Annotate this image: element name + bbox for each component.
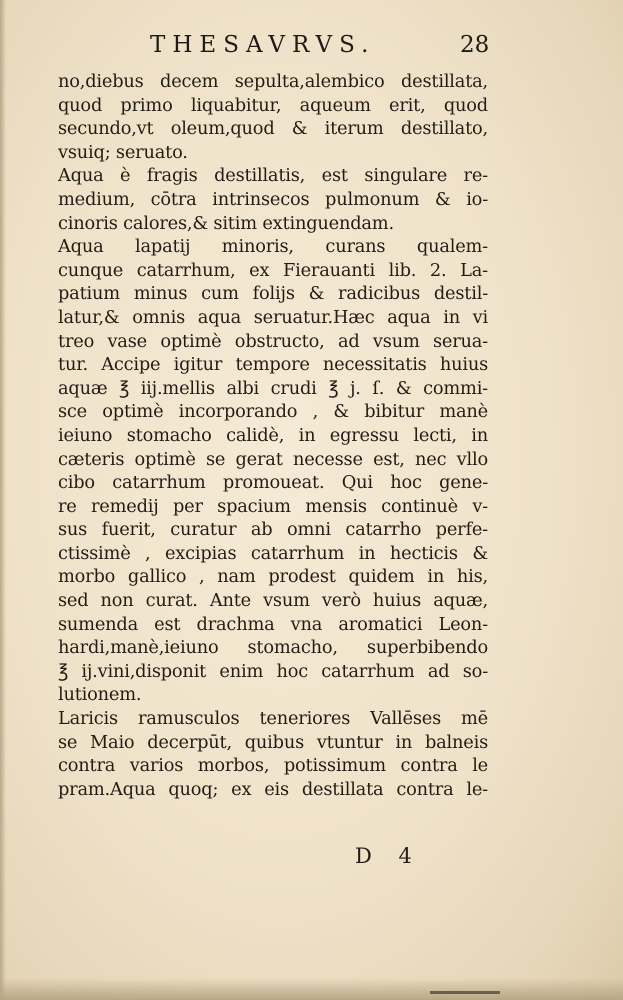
text-line: medium, cōtra intrinsecos pulmonum & io-	[58, 188, 488, 210]
text-line: latur,& omnis aqua seruatur.Hæc aqua in vi	[58, 306, 488, 328]
running-title: THESAVRVS.	[150, 32, 376, 58]
text-line: hardi,manè,ieiuno stomacho, superbibendo	[58, 637, 488, 659]
text-line: Laricis ramusculos teneriores Vallēses mē	[58, 708, 488, 730]
text-line: re remedij per spacium mensis continuè v-	[58, 495, 488, 517]
text-line: sus fuerit, curatur ab omni catarrho perfe-	[58, 519, 488, 541]
text-line: ℥ ij.vini,disponit enim hoc catarrhum ad so-	[58, 660, 488, 682]
text-line: cinoris calores,& sitim extinguendam.	[58, 212, 394, 234]
text-line: vsuiq; seruato.	[58, 141, 188, 163]
text-line: aquæ ℥ iij.mellis albi crudi ℥ j. ſ. & commi-	[58, 377, 488, 399]
text-line: sed non curat. Ante vsum verò huius aquæ,	[58, 590, 488, 612]
text-line: contra varios morbos, potissimum contra le	[58, 755, 488, 777]
text-line: treo vase optimè obstructo, ad vsum serua-	[58, 330, 488, 352]
page-footer	[0, 844, 623, 874]
text-line: no,diebus decem sepulta,alembico destillata,	[58, 71, 488, 92]
page-number: 28	[460, 32, 490, 58]
page-header	[0, 32, 623, 62]
signature-mark: D 4	[355, 844, 422, 868]
text-line: sce optimè incorporando , & bibitur manè	[58, 401, 488, 423]
text-line: morbo gallico , nam prodest quidem in his,	[58, 566, 488, 588]
text-line: lutionem.	[58, 684, 142, 706]
text-line: tur. Accipe igitur tempore necessitatis huius	[58, 354, 488, 376]
text-line: cunque catarrhum, ex Fierauanti lib. 2. La-	[58, 259, 488, 281]
text-line: sumenda est drachma vna aromatici Leon-	[58, 613, 488, 635]
text-line: Aqua è fragis destillatis, est singulare re-	[58, 165, 488, 187]
body-text	[58, 70, 488, 801]
text-line: ieiuno stomacho calidè, in egressu lecti, in	[58, 424, 488, 446]
text-line: cæteris optimè se gerat necesse est, nec vllo	[58, 448, 488, 470]
text-line: ctissimè , excipias catarrhum in hecticis &	[58, 542, 488, 564]
text-line: se Maio decerpūt, quibus vtuntur in balneis	[58, 731, 488, 753]
text-line: quod primo liquabitur, aqueum erit, quod	[58, 94, 488, 116]
text-line: patium minus cum folijs & radicibus destil-	[58, 283, 488, 305]
text-line: cibo catarrhum promoueat. Qui hoc gene-	[58, 472, 488, 494]
page-bottom-edge	[0, 978, 623, 1000]
text-line: pram.Aqua quoq; ex eis destillata contra le-	[58, 778, 488, 800]
text-line: Aqua lapatij minoris, curans qualem-	[58, 236, 488, 258]
text-line: secundo,vt oleum,quod & iterum destillato,	[58, 118, 488, 140]
